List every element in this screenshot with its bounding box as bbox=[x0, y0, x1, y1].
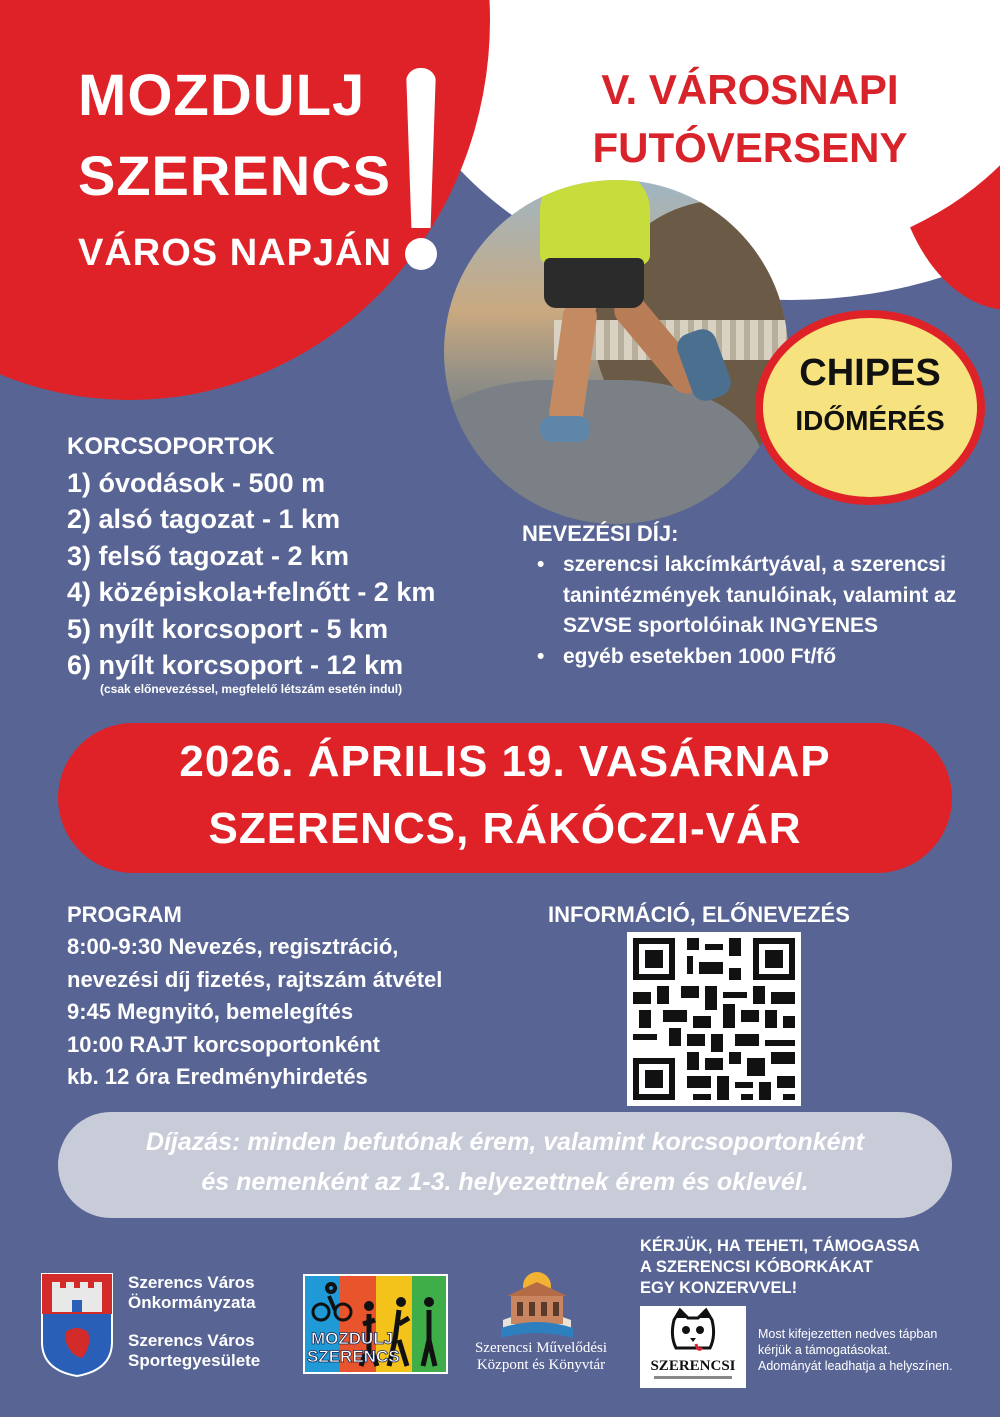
header-line-3: VÁROS NAPJÁN bbox=[78, 232, 392, 274]
road-shape bbox=[444, 380, 764, 524]
header-line-1: MOZDULJ bbox=[78, 63, 366, 128]
chip-badge-line-2: IDŐMÉRÉS bbox=[795, 405, 945, 436]
list-item: 6) nyílt korcsoport - 12 km bbox=[67, 649, 404, 680]
org-sports-club-line-1: Szerencs Város bbox=[128, 1331, 255, 1350]
dog-icon bbox=[640, 1306, 746, 1388]
runner-photo bbox=[444, 180, 788, 524]
event-title-line-1: V. VÁROSNAPI bbox=[601, 66, 899, 113]
org-sports-club-line-2: Sportegyesülete bbox=[128, 1351, 261, 1370]
runner-shorts bbox=[544, 258, 644, 308]
list-item: 10:00 RAJT korcsoportonként bbox=[67, 1031, 380, 1057]
donation-appeal-line-2: A SZERENCSI KÓBORKÁKAT bbox=[640, 1258, 873, 1276]
list-item: 3) felső tagozat - 2 km bbox=[67, 540, 350, 571]
list-item: 9:45 Megnyitó, bemelegítés bbox=[67, 999, 354, 1024]
chip-badge-line-1: CHIPES bbox=[799, 352, 941, 394]
fee-title: NEVEZÉSI DÍJ: bbox=[522, 521, 679, 546]
donation-appeal bbox=[640, 1236, 920, 1299]
donation-note-line-3: Adományát leadhatja a helyszínen. bbox=[758, 1359, 953, 1373]
mozdulj-logo-text-1: MOZDULJ bbox=[311, 1329, 394, 1348]
donation-appeal-line-1: KÉRJÜK, HA TEHETI, TÁMOGASSA bbox=[640, 1237, 920, 1255]
donation-note bbox=[758, 1326, 953, 1374]
event-location: SZERENCS, RÁKÓCZI-VÁR bbox=[208, 804, 802, 853]
age-groups-list bbox=[67, 467, 435, 685]
list-item: 1) óvodások - 500 m bbox=[67, 468, 326, 498]
fee-list bbox=[537, 550, 977, 672]
mozdulj-szerencs-logo bbox=[303, 1274, 448, 1374]
event-date: 2026. ÁPRILIS 19. VASÁRNAP bbox=[179, 737, 831, 786]
event-title-line-2: FUTÓVERSENY bbox=[592, 124, 908, 171]
list-item: 4) középiskola+felnőtt - 2 km bbox=[67, 577, 436, 608]
culture-center-line-2: Központ és Könyvtár bbox=[476, 1357, 606, 1373]
org-municipality-line-1: Szerencs Város bbox=[128, 1273, 255, 1292]
culture-center-logo bbox=[497, 1266, 577, 1346]
list-item: • szerencsi lakcímkártyával, a szerencsi tanintézmények tanulóinak, valamint az SZVSE sportolóinak INGYENES bbox=[537, 550, 977, 642]
list-item: nevezési díj fizetés, rajtszám átvétel bbox=[67, 966, 443, 992]
runner-shoe-front bbox=[540, 416, 590, 442]
age-groups-title: KORCSOPORTOK bbox=[67, 433, 275, 460]
mozdulj-logo-text-2: SZERENCS bbox=[307, 1347, 400, 1366]
header-line-2: SZERENCS bbox=[78, 144, 391, 207]
donation-appeal-line-3: EGY KONZERVVEL! bbox=[640, 1279, 798, 1297]
coat-of-arms-icon bbox=[40, 1272, 114, 1378]
list-item: • egyéb esetekben 1000 Ft/fő bbox=[537, 642, 977, 673]
program-list bbox=[67, 932, 442, 1095]
org-municipality bbox=[128, 1273, 256, 1313]
program-title: PROGRAM bbox=[67, 902, 182, 927]
list-item: 5) nyílt korcsoport - 5 km bbox=[67, 613, 389, 644]
org-sports-club bbox=[128, 1331, 260, 1371]
list-item: 2) alsó tagozat - 1 km bbox=[67, 504, 341, 535]
award-text-line-2: és nemenként az 1-3. helyezettnek érem és oklevél. bbox=[201, 1168, 809, 1196]
exclamation-dot-icon bbox=[405, 238, 437, 270]
award-text-line-1: Díjazás: minden befutónak érem, valamint korcsoportonként bbox=[145, 1128, 865, 1156]
donation-note-line-1: Most kifejezetten nedves tápban bbox=[758, 1327, 938, 1341]
list-item: kb. 12 óra Eredményhirdetés bbox=[67, 1064, 368, 1089]
culture-center-name bbox=[458, 1340, 624, 1374]
info-title: INFORMÁCIÓ, ELŐNEVEZÉS bbox=[548, 902, 850, 927]
org-municipality-line-2: Önkormányzata bbox=[128, 1293, 256, 1312]
dog-logo-text: SZERENCSI bbox=[650, 1358, 736, 1374]
donation-note-line-2: kérjük a támogatásokat. bbox=[758, 1343, 891, 1357]
qr-code-icon[interactable] bbox=[627, 932, 801, 1106]
runner-shirt bbox=[540, 180, 650, 265]
culture-center-line-1: Szerencsi Művelődési bbox=[474, 1340, 608, 1356]
age-groups-note: (csak előnevezéssel, megfelelő létszám esetén indul) bbox=[100, 682, 403, 696]
list-item: 8:00-9:30 Nevezés, regisztráció, bbox=[67, 934, 399, 959]
